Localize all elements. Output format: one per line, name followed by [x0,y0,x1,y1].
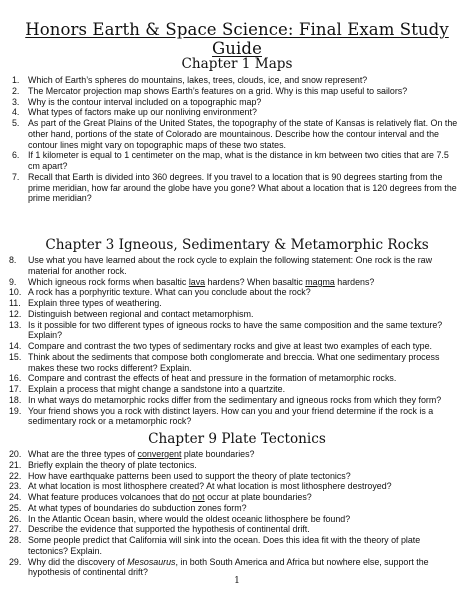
question-item [9,394,462,406]
question-text: Distinguish between regional and contact metamorphism. [28,308,254,319]
question-number: 18. [9,394,22,405]
section-heading-maps: Chapter 1 Maps [181,56,293,72]
question-text: Explain a process that might change a sandstone into a quartzite. [28,384,286,394]
question-text: At what location is most lithosphere created? At what location is most lithosphere destroyed? [28,481,392,492]
question-text: Explain three types of weathering. [28,298,162,308]
question-text: Why is the contour interval included on a topographic map? [28,96,262,107]
question-item [12,107,462,118]
question-item [9,556,462,579]
question-number: 28. [9,535,22,545]
question-number: 24. [9,492,22,502]
question-number: 3. [12,96,20,107]
question-item [9,470,462,482]
underlined-term: not [192,492,205,502]
question-item [9,502,462,514]
question-number: 14. [9,341,22,351]
question-text: If 1 kilometer is equal to 1 centimeter on the map, what is the distance in km between two cities that are 7.5 cm apart? [28,150,449,171]
question-text: At what types of boundaries do subduction zones form? [28,502,247,513]
question-item [9,319,462,342]
question-item [9,373,462,384]
question-text: Think about the sediments that compose both conglomerate and breccia. What one sedimentary process makes these two rocks different? Explain. [28,351,440,373]
question-item [9,481,462,492]
underlined-term: lava [188,276,206,287]
question-text: Some people predict that California will sink into the ocean. Does this idea fit with the theory of plate tectonics? Explain. [28,535,421,556]
question-item [9,308,462,320]
question-item [9,492,462,503]
question-text: As part of the Great Plains of the United States, the topography of the state of Kansas is relatively flat. On the other hand, portions of the state of Colorado are mountainous. Describe how the contour interval and the contour lines might vary on topographic maps of these two states. [28,118,458,150]
page-title: Honors Earth & Space Science: Final Exam Study Guide [25,20,449,58]
question-number: 27. [9,524,22,535]
question-item [12,150,462,172]
question-number: 8. [9,255,17,265]
question-text-part: hardens? [334,276,375,287]
question-text: Your friend shows you a rock with distinct layers. How can you and your friend determine if the rock is a sedimentary rock or a metamorphic rock? [28,405,434,427]
question-item [12,118,462,150]
question-item [9,459,462,471]
italic-term: Mesosaurus [127,556,176,567]
question-text: Use what you have learned about the rock cycle to explain the following statement: One rock is the raw material for another rock. [28,255,433,276]
question-number: 19. [9,405,22,416]
question-item [9,535,462,557]
question-text-part: occur at plate boundaries? [204,492,312,502]
question-item [12,86,462,97]
question-number: 20. [9,449,22,459]
question-text: What types of factors make up our nonliving environment? [28,107,257,118]
question-item [9,255,462,277]
question-text-part: hardens? When basaltic [205,276,306,287]
question-item [9,405,462,428]
question-text: Which of Earth’s spheres do mountains, lakes, trees, clouds, ice, and snow represent? [28,75,368,85]
question-number: 25. [9,502,22,513]
question-item [9,351,462,374]
question-number: 1. [12,75,20,85]
question-number: 5. [12,118,20,128]
question-item [12,97,462,108]
page-number: 1 [234,576,240,586]
question-number: 9. [9,276,17,287]
question-item [9,384,462,395]
question-number: 15. [9,351,22,362]
question-text: The Mercator projection map shows Earth’s features on a grid. Why is this map useful to sailors? [28,85,408,96]
question-list-maps [12,75,462,204]
section-heading-plate-tectonics: Chapter 9 Plate Tectonics [148,431,326,447]
question-number: 22. [9,470,22,481]
question-text-part: Why did the discovery of [28,556,128,567]
question-text: In the Atlantic Ocean basin, where would the oldest oceanic lithosphere be found? [28,513,351,524]
question-text: Compare and contrast the effects of heat and pressure in the formation of metamorphic rocks. [28,373,397,384]
underlined-term: magma [305,276,335,287]
question-text: Describe the evidence that supported the hypothesis of continental drift. [28,524,310,535]
underlined-term: convergent [137,449,182,459]
question-text: A rock has a porphyritic texture. What can you conclude about the rock? [28,287,311,298]
question-number: 6. [12,150,20,161]
question-number: 23. [9,481,22,492]
question-item [9,287,462,298]
question-number: 11. [9,298,21,308]
question-number: 21. [9,459,22,470]
question-number: 29. [9,556,22,567]
question-number: 4. [12,107,20,118]
question-number: 2. [12,85,20,96]
question-text: How have earthquake patterns been used to support the theory of plate tectonics? [28,470,351,481]
question-text: In what ways do metamorphic rocks differ from the sedimentary and igneous rocks from which they form? [28,394,442,405]
question-text-part: Which igneous rock forms when basaltic [28,276,189,287]
question-number: 13. [9,319,22,330]
question-number: 26. [9,513,22,524]
question-text: Briefly explain the theory of plate tectonics. [28,459,197,470]
question-number: 10. [9,287,22,298]
question-list-rocks [9,255,462,427]
question-item [12,75,462,86]
question-text-part: , in both South America and Africa but nowhere else, support the hypothesis of continental drift? [28,556,429,578]
question-text: Recall that Earth is divided into 360 degrees. If you travel to a location that is 90 degrees starting from the prime meridian, how far around the globe have you gone? What about a location that is 120 degrees from the prime meridian? [28,171,457,204]
question-text: Compare and contrast the two types of sedimentary rocks and give at least two examples of each type. [28,341,433,351]
question-text-part: plate boundaries? [181,449,255,459]
question-number: 16. [9,373,22,384]
question-item [9,298,462,309]
section-heading-rocks: Chapter 3 Igneous, Sedimentary & Metamorphic Rocks [45,237,429,253]
question-text-part: What feature produces volcanoes that do [28,492,193,502]
question-item [9,513,462,525]
question-item [9,524,462,535]
question-number: 12. [9,308,22,319]
question-text-part: What are the three types of [28,449,138,459]
question-item [9,341,462,352]
question-item [12,172,462,204]
question-number: 17. [9,384,22,394]
question-item [9,449,462,460]
question-list-plate-tectonics [9,449,462,578]
question-item [9,276,462,288]
question-number: 7. [12,171,20,182]
question-text: Is it possible for two different types of igneous rocks to have the same composition and the same texture? Explain? [28,319,443,341]
